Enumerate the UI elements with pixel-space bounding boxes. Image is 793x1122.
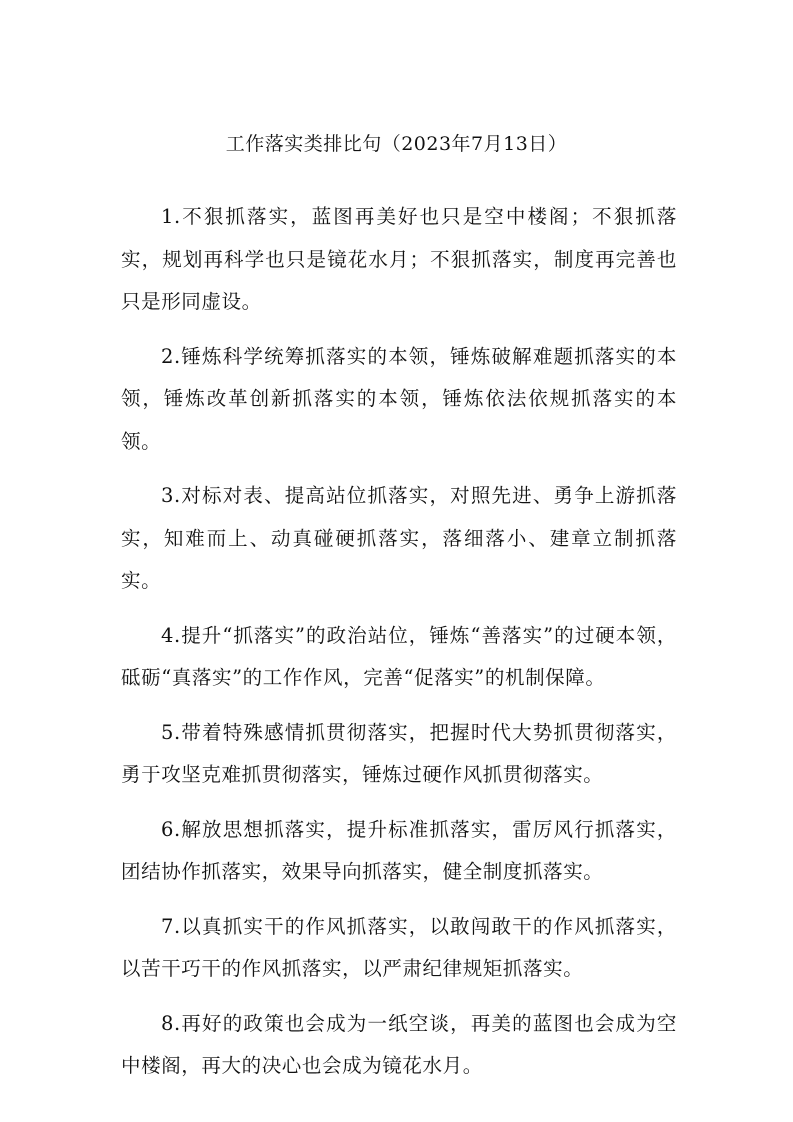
paragraph-5: 5.带着特殊感情抓贯彻落实，把握时代大势抓贯彻落实，勇于攻坚克难抓贯彻落实，锤炼过硬作风抓贯彻落实。 [121,720,677,786]
paragraph-1: 1.不狠抓落实，蓝图再美好也只是空中楼阁；不狠抓落实，规划再科学也只是镜花水月；不狠抓落实，制度再完善也只是形同虚设。 [121,205,677,313]
paragraph-2: 2.锤炼科学统筹抓落实的本领，锤炼破解难题抓落实的本领，锤炼改革创新抓落实的本领，锤炼依法依规抓落实的本领。 [121,344,677,453]
paragraph-8: 8.再好的政策也会成为一纸空谈，再美的蓝图也会成为空中楼阁，再大的决心也会成为镜花水月。 [121,1011,677,1077]
document-title: 工作落实类排比句（2023年7月13日） [225,133,568,155]
document-body [121,196,677,1100]
paragraph-3: 3.对标对表、提高站位抓落实，对照先进、勇争上游抓落实，知难而上、动真碰硬抓落实，落细落小、建章立制抓落实。 [121,484,677,592]
paragraph-7: 7.以真抓实干的作风抓落实，以敢闯敢干的作风抓落实，以苦干巧干的作风抓落实，以严肃纪律规矩抓落实。 [121,914,677,980]
paragraph-4: 4.提升“抓落实”的政治站位，锤炼“善落实”的过硬本领，砥砺“真落实”的工作作风，完善“促落实”的机制保障。 [121,623,677,689]
paragraph-6: 6.解放思想抓落实，提升标准抓落实，雷厉风行抓落实，团结协作抓落实，效果导向抓落实，健全制度抓落实。 [121,817,677,883]
